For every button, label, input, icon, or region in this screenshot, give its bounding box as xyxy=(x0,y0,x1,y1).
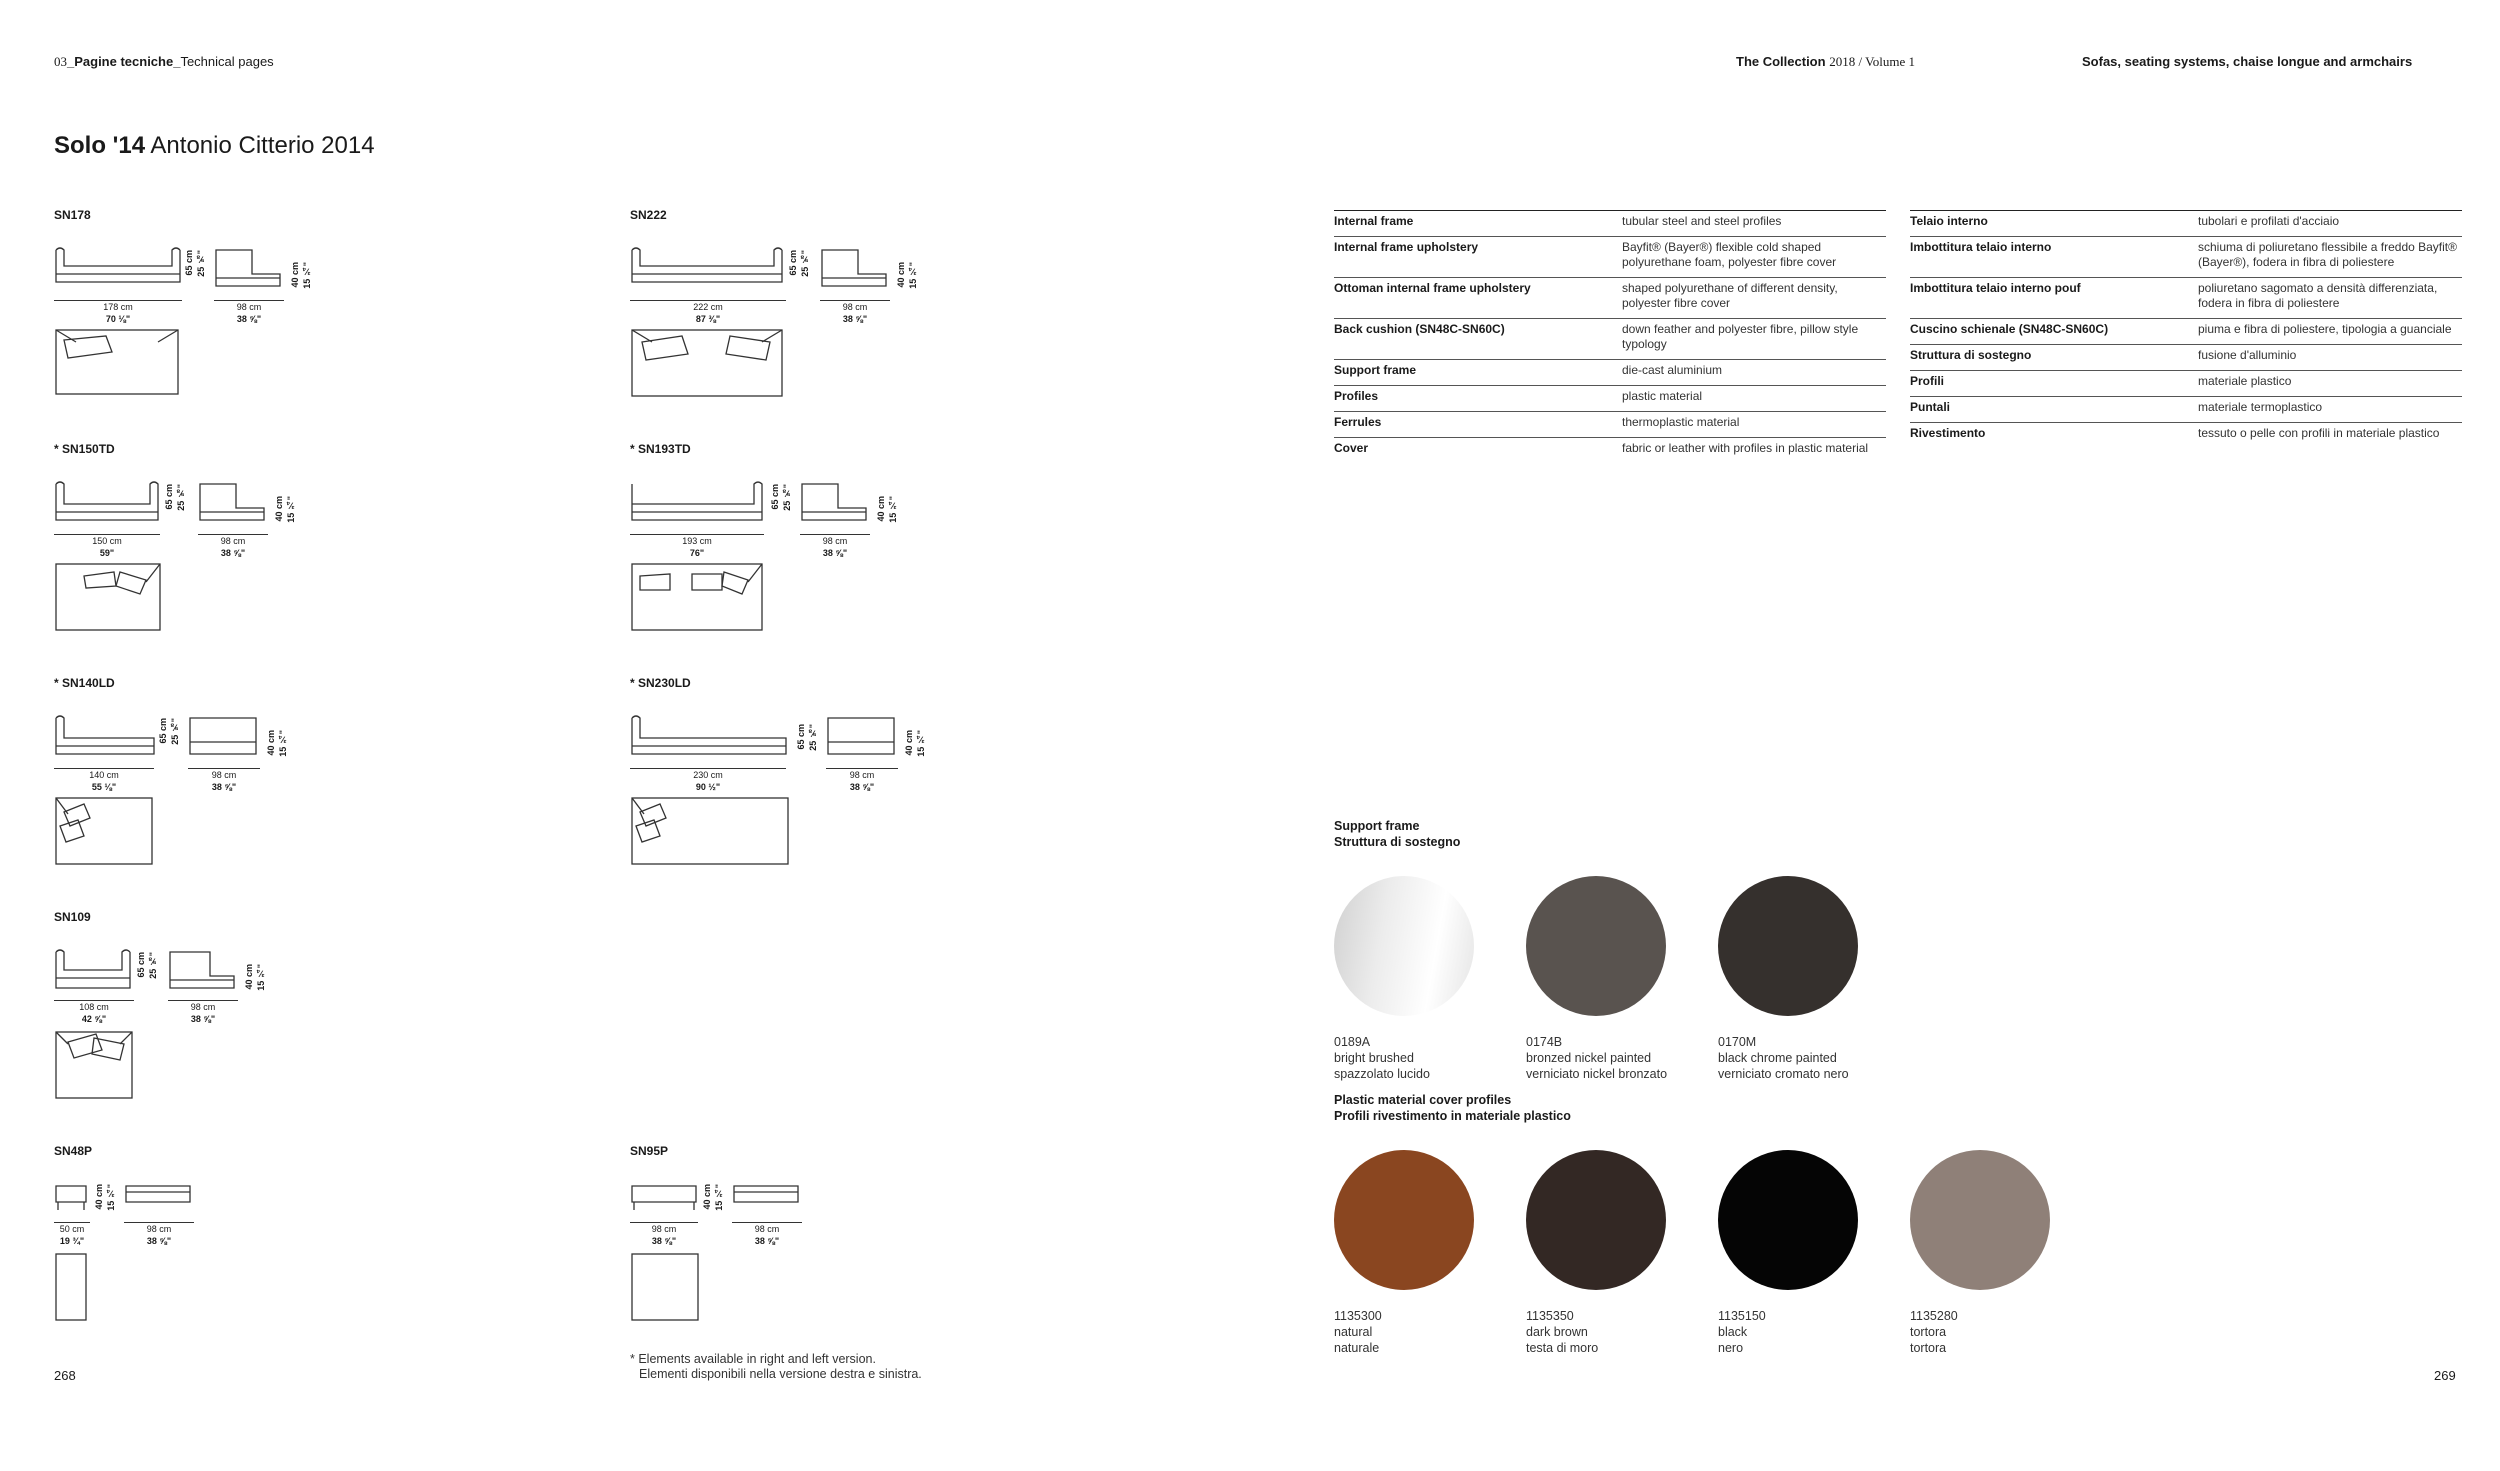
dim-depth-cm: 98 cm xyxy=(732,1222,802,1235)
finish-it: naturale xyxy=(1334,1341,1380,1355)
designer-name: Antonio Citterio 2014 xyxy=(150,132,375,159)
spec-key: Internal frame xyxy=(1334,214,1414,228)
side-view-drawing xyxy=(800,480,870,524)
model-code: SN48P xyxy=(54,1144,93,1158)
spec-value: down feather and polyester fibre, pillow style typology xyxy=(1622,322,1859,351)
dim-width xyxy=(54,534,160,559)
finish-en: black xyxy=(1718,1325,1748,1339)
finish-code: 0170M xyxy=(1718,1035,1757,1049)
section-english: Technical pages xyxy=(180,54,274,69)
dim-seat-in: 15 ¾" xyxy=(286,496,296,523)
dim-height-cm: 65 cm xyxy=(136,952,146,978)
spec-row xyxy=(1910,396,2462,422)
finish-en: dark brown xyxy=(1526,1325,1588,1339)
front-view-drawing xyxy=(54,714,158,758)
section-italian: _Pagine tecniche_ xyxy=(67,54,181,69)
spec-row xyxy=(1910,277,2462,318)
spec-key: Profili xyxy=(1910,374,1945,388)
dim-depth-in: 38 ⅝" xyxy=(754,1236,780,1246)
collection-name: The Collection xyxy=(1736,54,1826,69)
page-number-right: 269 xyxy=(2434,1368,2456,1383)
dim-depth-in: 38 ⅝" xyxy=(849,782,875,792)
dim-height-cm: 65 cm xyxy=(788,250,798,276)
model-code: SN178 xyxy=(54,208,91,222)
dim-depth-cm: 98 cm xyxy=(214,300,284,313)
spec-row xyxy=(1910,370,2462,396)
model-code: SN222 xyxy=(630,208,667,222)
finish-swatch xyxy=(1526,1150,1666,1290)
finish-it: spazzolato lucido xyxy=(1334,1067,1430,1081)
dim-depth-cm: 98 cm xyxy=(188,768,260,781)
model-code: * SN140LD xyxy=(54,676,115,690)
dim-width-in: 55 ⅛" xyxy=(91,782,117,792)
dim-seat-in: 15 ¾" xyxy=(256,964,266,991)
spec-key: Rivestimento xyxy=(1910,426,1986,440)
dim-width-cm: 98 cm xyxy=(630,1222,698,1235)
dim-seat-in: 15 ¾" xyxy=(714,1184,724,1211)
dim-depth-in: 38 ⅝" xyxy=(822,548,848,558)
model-code: * SN150TD xyxy=(54,442,115,456)
finish-swatch xyxy=(1718,876,1858,1016)
dim-depth-cm: 98 cm xyxy=(800,534,870,547)
front-view-drawing xyxy=(630,1182,700,1214)
dim-height-in: 25 ⅝" xyxy=(808,724,818,751)
dim-height-in: 25 ⅝" xyxy=(782,484,792,511)
finish-swatch xyxy=(1526,876,1666,1016)
dim-seat-cm: 40 cm xyxy=(266,730,276,756)
dim-width-in: 76" xyxy=(689,548,705,558)
spec-value: fusione d'alluminio xyxy=(2198,348,2297,362)
dim-width-cm: 50 cm xyxy=(54,1222,90,1235)
footnote xyxy=(630,1352,922,1382)
spec-row xyxy=(1334,385,1886,411)
dim-width-in: 90 ½" xyxy=(695,782,721,792)
dim-depth xyxy=(188,768,260,793)
plan-view-drawing xyxy=(54,796,154,868)
finish-label xyxy=(1334,1034,1430,1082)
finish-code: 1135300 xyxy=(1334,1309,1382,1323)
spec-value: poliuretano sagomato a densità differenziata, fodera in fibra di poliestere xyxy=(2198,281,2438,310)
side-view-drawing xyxy=(732,1182,802,1214)
finish-label xyxy=(1718,1034,1849,1082)
dim-width-cm: 140 cm xyxy=(54,768,154,781)
dim-seat-cm: 40 cm xyxy=(876,496,886,522)
spec-key: Ferrules xyxy=(1334,415,1382,429)
finish-swatch xyxy=(1910,1150,2050,1290)
dim-height-in: 25 ⅝" xyxy=(196,250,206,277)
dim-depth-cm: 98 cm xyxy=(826,768,898,781)
spec-row xyxy=(1334,236,1886,277)
finish-swatch xyxy=(1334,1150,1474,1290)
dim-height-cm: 65 cm xyxy=(796,724,806,750)
dim-width-in: 42 ⅝" xyxy=(81,1014,107,1024)
dim-seat-cm: 40 cm xyxy=(94,1184,104,1210)
finish-swatch xyxy=(1718,1150,1858,1290)
dim-width-cm: 222 cm xyxy=(630,300,786,313)
dim-seat-in: 15 ¾" xyxy=(106,1184,116,1211)
dim-width xyxy=(54,1000,134,1025)
finish-label xyxy=(1526,1308,1598,1356)
spec-value: shaped polyurethane of different density, polyester fibre cover xyxy=(1622,281,1838,310)
dim-width xyxy=(630,534,764,559)
spec-key: Cuscino schienale (SN48C-SN60C) xyxy=(1910,322,2109,336)
plan-view-drawing xyxy=(54,1252,90,1324)
category-label: Sofas, seating systems, chaise longue and armchairs xyxy=(2082,54,2413,69)
dim-width xyxy=(630,768,786,793)
dim-width-in: 59" xyxy=(99,548,115,558)
dim-depth xyxy=(826,768,898,793)
spec-row xyxy=(1910,344,2462,370)
side-view-drawing xyxy=(188,714,260,758)
dim-width-in: 70 ⅛" xyxy=(105,314,131,324)
spec-table-it xyxy=(1910,210,2462,448)
plan-view-drawing xyxy=(630,1252,700,1324)
front-view-drawing xyxy=(630,480,766,524)
support-frame-title-en: Support frame xyxy=(1334,819,1420,833)
side-view-drawing xyxy=(124,1182,194,1214)
finish-it: tortora xyxy=(1910,1341,1947,1355)
dim-seat-in: 15 ¾" xyxy=(916,730,926,757)
dim-depth-in: 38 ⅝" xyxy=(190,1014,216,1024)
finish-label xyxy=(1718,1308,1766,1356)
dim-height-cm: 65 cm xyxy=(164,484,174,510)
collection-year: 2018 / Volume 1 xyxy=(1829,54,1916,69)
product-name: Solo '14 xyxy=(54,132,146,159)
finish-en: bronzed nickel painted xyxy=(1526,1051,1652,1065)
finish-en: black chrome painted xyxy=(1718,1051,1837,1065)
dim-depth-cm: 98 cm xyxy=(820,300,890,313)
dim-depth-in: 38 ⅝" xyxy=(146,1236,172,1246)
dim-depth xyxy=(168,1000,238,1025)
dim-seat-cm: 40 cm xyxy=(702,1184,712,1210)
front-view-drawing xyxy=(54,480,164,524)
dim-seat-in: 15 ¾" xyxy=(908,262,918,289)
dim-width-in: 87 ⅜" xyxy=(695,314,721,324)
plan-view-drawing xyxy=(54,328,184,398)
dim-depth-in: 38 ⅝" xyxy=(236,314,262,324)
dim-height-cm: 65 cm xyxy=(184,250,194,276)
front-view-drawing xyxy=(54,948,134,992)
plan-view-drawing xyxy=(54,1030,134,1102)
front-view-drawing xyxy=(54,246,184,286)
dim-width-in: 38 ⅝" xyxy=(651,1236,677,1246)
spec-key: Internal frame upholstery xyxy=(1334,240,1479,254)
dim-depth-cm: 98 cm xyxy=(124,1222,194,1235)
finish-code: 1135150 xyxy=(1718,1309,1766,1323)
spec-row xyxy=(1910,422,2462,448)
dim-depth-cm: 98 cm xyxy=(198,534,268,547)
dim-width-in: 19 ¾" xyxy=(59,1236,85,1246)
dim-width-cm: 193 cm xyxy=(630,534,764,547)
support-frame-heading xyxy=(1334,818,1460,850)
spec-row xyxy=(1334,277,1886,318)
finish-en: bright brushed xyxy=(1334,1051,1414,1065)
spec-value: thermoplastic material xyxy=(1622,415,1740,429)
dim-height-cm: 65 cm xyxy=(770,484,780,510)
dim-depth xyxy=(732,1222,802,1247)
spec-row xyxy=(1334,359,1886,385)
side-view-drawing xyxy=(820,246,890,290)
spec-key: Imbottitura telaio interno xyxy=(1910,240,2052,254)
dim-width-cm: 230 cm xyxy=(630,768,786,781)
profiles-title-it: Profili rivestimento in materiale plastico xyxy=(1334,1109,1571,1123)
dim-height-in: 25 ⅝" xyxy=(800,250,810,277)
spec-key: Telaio interno xyxy=(1910,214,1988,228)
finish-code: 1135280 xyxy=(1910,1309,1958,1323)
dim-depth-in: 38 ⅝" xyxy=(842,314,868,324)
model-code: * SN230LD xyxy=(630,676,691,690)
model-code: SN109 xyxy=(54,910,91,924)
finish-label xyxy=(1526,1034,1667,1082)
dim-width xyxy=(54,768,154,793)
spec-value: schiuma di poliuretano flessibile a freddo Bayfit® (Bayer®), fodera in fibra di poliestere xyxy=(2198,240,2457,269)
spec-key: Imbottitura telaio interno pouf xyxy=(1910,281,2081,295)
spec-row xyxy=(1910,236,2462,277)
finish-label xyxy=(1334,1308,1382,1356)
plan-view-drawing xyxy=(630,562,766,634)
dim-width xyxy=(54,1222,90,1247)
front-view-drawing xyxy=(630,246,786,286)
spec-key: Cover xyxy=(1334,441,1369,455)
dim-seat-cm: 40 cm xyxy=(244,964,254,990)
dim-width xyxy=(630,1222,698,1247)
spec-value: materiale termoplastico xyxy=(2198,400,2323,414)
spec-value: tubolari e profilati d'acciaio xyxy=(2198,214,2340,228)
dim-width xyxy=(54,300,182,325)
footnote-en: * Elements available in right and left version. xyxy=(630,1352,876,1366)
section-label xyxy=(54,54,274,70)
spec-row xyxy=(1910,210,2462,236)
dim-seat-cm: 40 cm xyxy=(274,496,284,522)
spec-value: materiale plastico xyxy=(2198,374,2292,388)
spec-value: tessuto o pelle con profili in materiale plastico xyxy=(2198,426,2440,440)
model-code: * SN193TD xyxy=(630,442,691,456)
dim-height-cm: 65 cm xyxy=(158,718,168,744)
finish-it: verniciato cromato nero xyxy=(1718,1067,1849,1081)
dim-height-in: 25 ⅝" xyxy=(148,952,158,979)
spec-table-en xyxy=(1334,210,1886,463)
plan-view-drawing xyxy=(630,328,786,400)
dim-depth-in: 38 ⅝" xyxy=(220,548,246,558)
spec-value: tubular steel and steel profiles xyxy=(1622,214,1782,228)
side-view-drawing xyxy=(826,714,898,758)
finish-en: natural xyxy=(1334,1325,1373,1339)
support-frame-title-it: Struttura di sostegno xyxy=(1334,835,1461,849)
finish-it: nero xyxy=(1718,1341,1744,1355)
plan-view-drawing xyxy=(630,796,790,868)
dim-depth xyxy=(214,300,284,325)
section-number: 03 xyxy=(54,54,67,69)
front-view-drawing xyxy=(54,1182,90,1214)
dim-seat-in: 15 ¾" xyxy=(278,730,288,757)
dim-height-in: 25 ⅝" xyxy=(176,484,186,511)
front-view-drawing xyxy=(630,714,790,758)
spec-value: die-cast aluminium xyxy=(1622,363,1723,377)
dim-depth-cm: 98 cm xyxy=(168,1000,238,1013)
dim-seat-in: 15 ¾" xyxy=(888,496,898,523)
spec-value: piuma e fibra di poliestere, tipologia a guanciale xyxy=(2198,322,2452,336)
dim-depth xyxy=(800,534,870,559)
finish-label xyxy=(1910,1308,1958,1356)
finish-code: 0174B xyxy=(1526,1035,1563,1049)
dim-seat-in: 15 ¾" xyxy=(302,262,312,289)
spec-value: fabric or leather with profiles in plastic material xyxy=(1622,441,1869,455)
finish-en: tortora xyxy=(1910,1325,1947,1339)
footnote-it: Elementi disponibili nella versione destra e sinistra. xyxy=(639,1367,922,1381)
collection-label xyxy=(1736,54,1915,70)
page-number-left: 268 xyxy=(54,1368,76,1383)
profiles-heading xyxy=(1334,1092,1571,1124)
profiles-title-en: Plastic material cover profiles xyxy=(1334,1093,1512,1107)
finish-swatch xyxy=(1334,876,1474,1016)
dim-width xyxy=(630,300,786,325)
spec-key: Support frame xyxy=(1334,363,1417,377)
spec-row xyxy=(1910,318,2462,344)
dim-seat-cm: 40 cm xyxy=(904,730,914,756)
dim-depth xyxy=(124,1222,194,1247)
spec-value: Bayfit® (Bayer®) flexible cold shaped polyurethane foam, polyester fibre cover xyxy=(1622,240,1837,269)
spec-row xyxy=(1334,411,1886,437)
spec-key: Struttura di sostegno xyxy=(1910,348,2032,362)
side-view-drawing xyxy=(198,480,268,524)
side-view-drawing xyxy=(214,246,284,290)
spec-key: Back cushion (SN48C-SN60C) xyxy=(1334,322,1505,336)
dim-height-in: 25 ⅝" xyxy=(170,718,180,745)
spec-row xyxy=(1334,210,1886,236)
dim-depth xyxy=(198,534,268,559)
dim-width-cm: 178 cm xyxy=(54,300,182,313)
side-view-drawing xyxy=(168,948,238,992)
dim-width-cm: 108 cm xyxy=(54,1000,134,1013)
finish-code: 0189A xyxy=(1334,1035,1371,1049)
finish-code: 1135350 xyxy=(1526,1309,1574,1323)
plan-view-drawing xyxy=(54,562,164,634)
page-title xyxy=(54,132,375,160)
finish-it: testa di moro xyxy=(1526,1341,1599,1355)
spec-row xyxy=(1334,437,1886,463)
spec-value: plastic material xyxy=(1622,389,1703,403)
spec-key: Profiles xyxy=(1334,389,1379,403)
dim-seat-cm: 40 cm xyxy=(896,262,906,288)
finish-it: verniciato nickel bronzato xyxy=(1526,1067,1668,1081)
model-code: SN95P xyxy=(630,1144,669,1158)
dim-width-cm: 150 cm xyxy=(54,534,160,547)
spec-key: Ottoman internal frame upholstery xyxy=(1334,281,1531,295)
spec-key: Puntali xyxy=(1910,400,1951,414)
spec-row xyxy=(1334,318,1886,359)
dim-depth-in: 38 ⅝" xyxy=(211,782,237,792)
dim-seat-cm: 40 cm xyxy=(290,262,300,288)
dim-depth xyxy=(820,300,890,325)
